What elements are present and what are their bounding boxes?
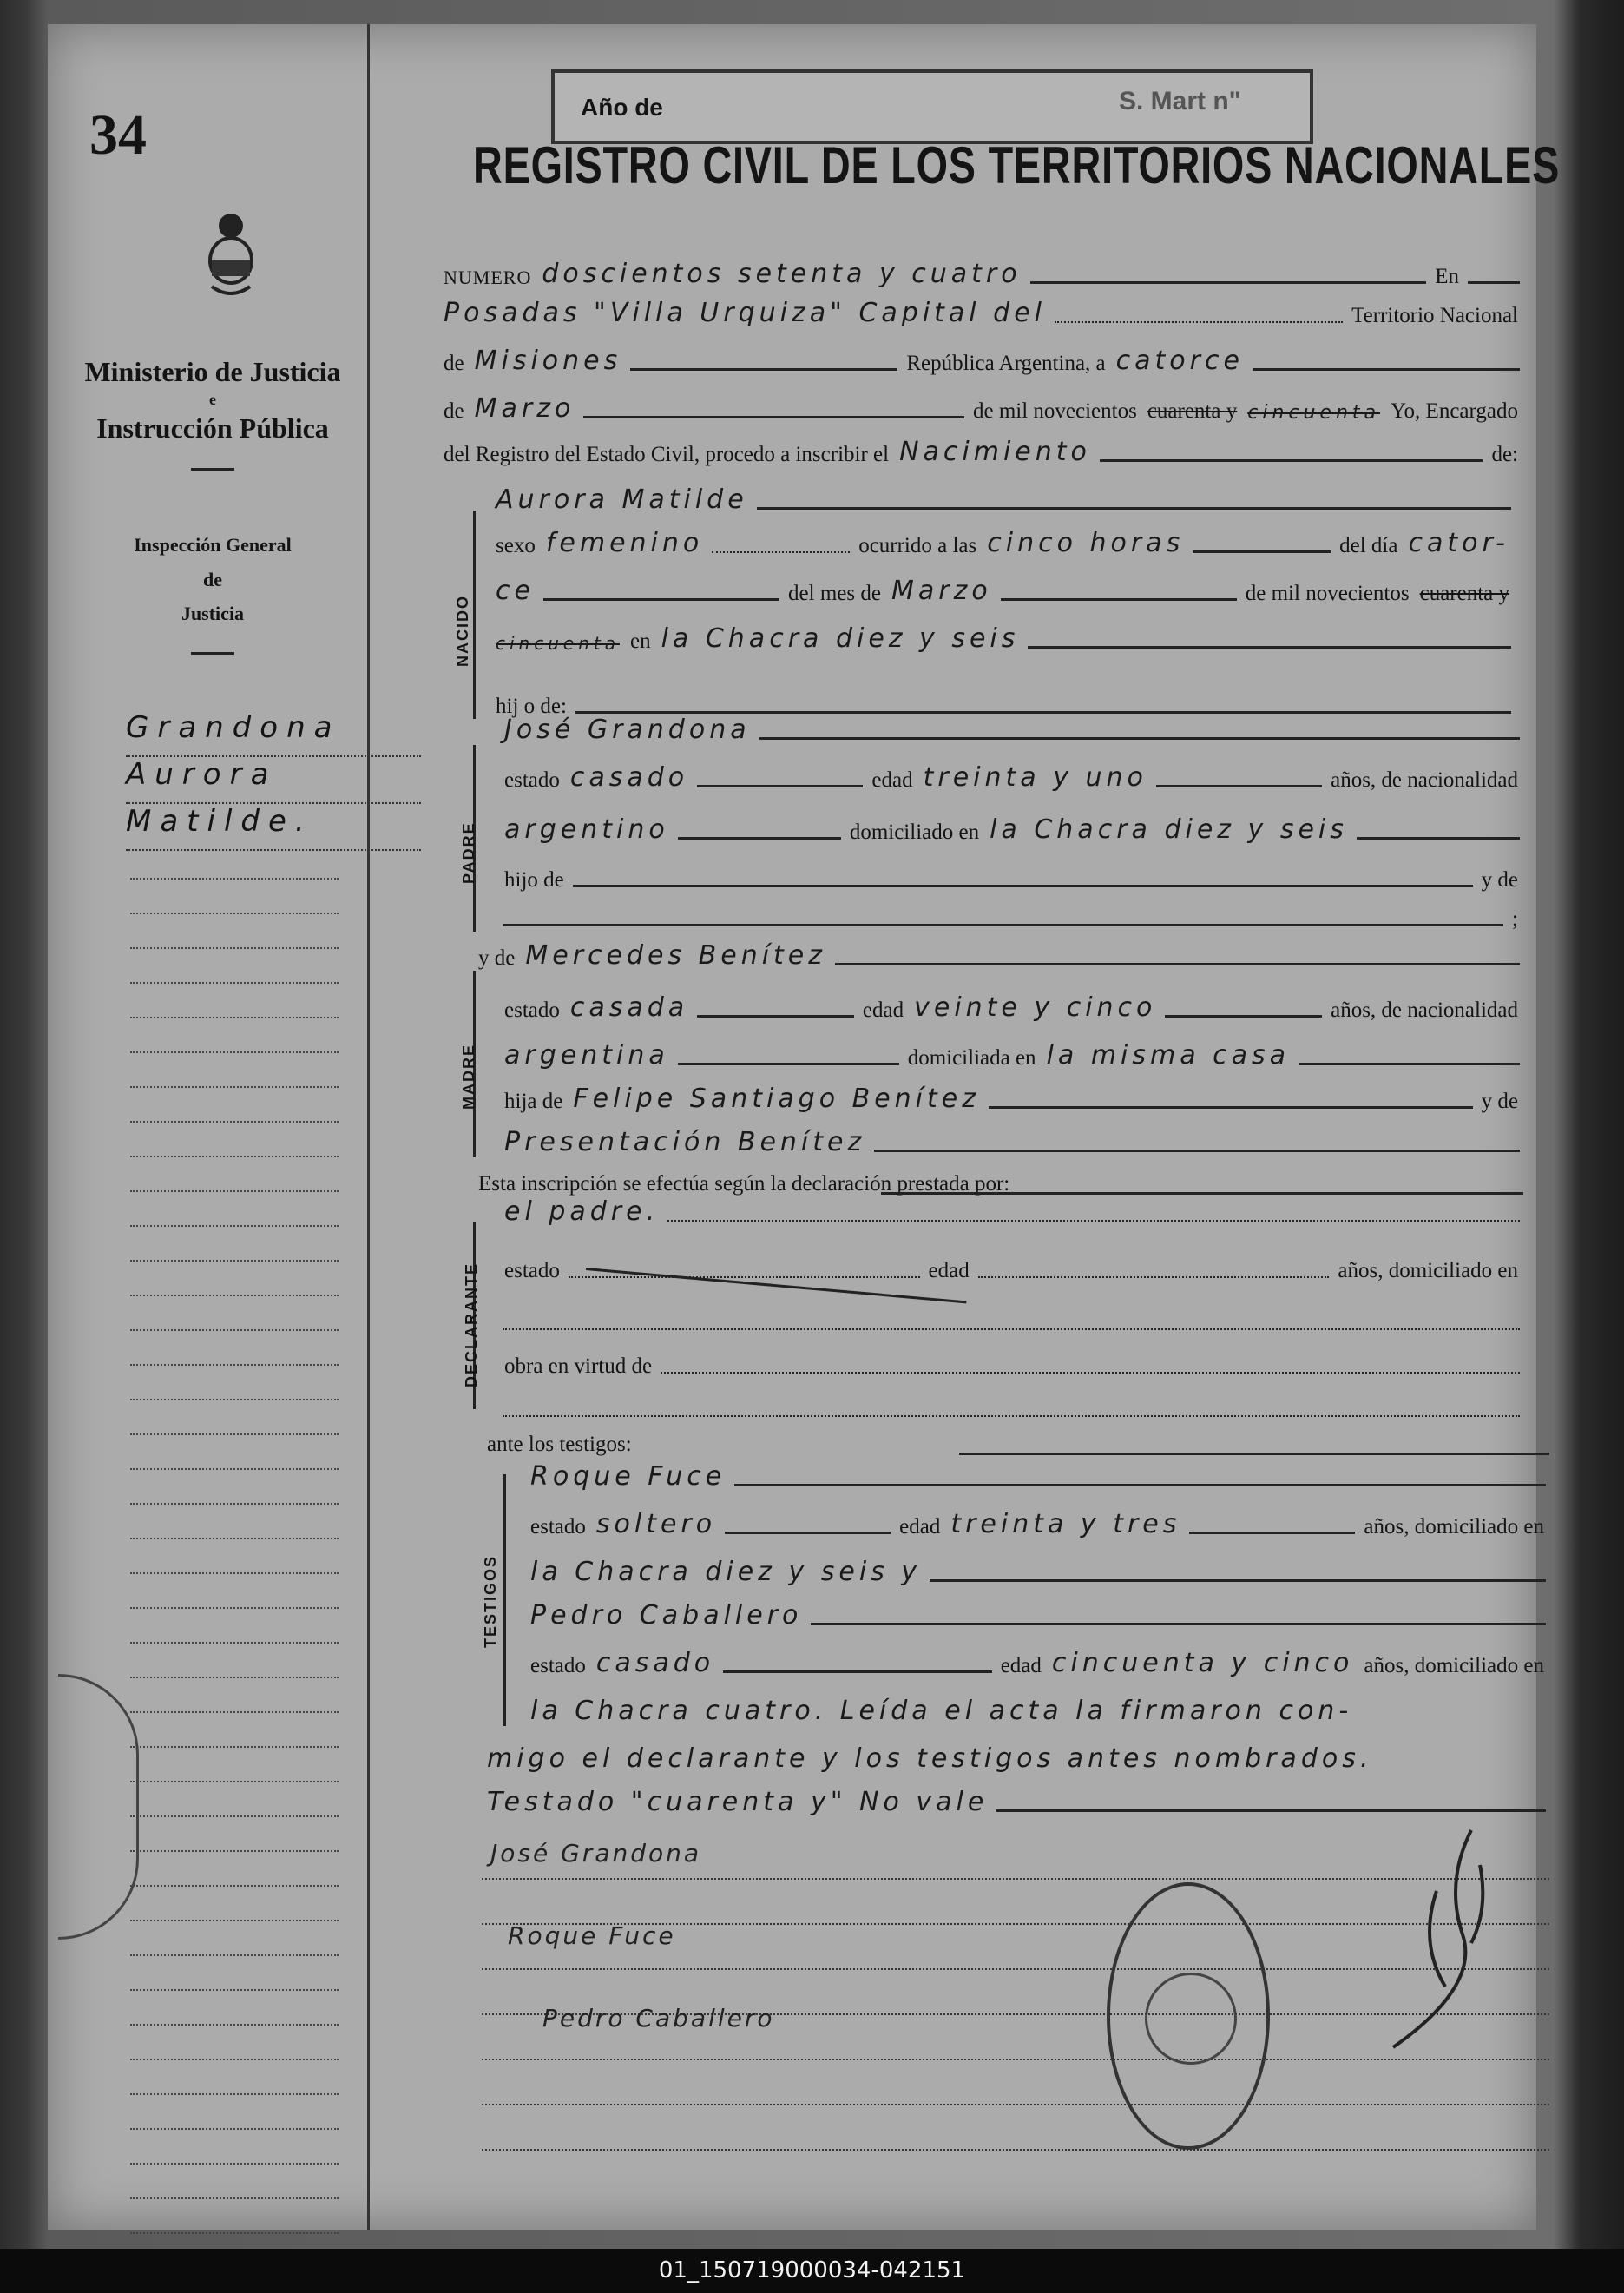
- testigos-section: [503, 1474, 506, 1726]
- mother-status-row: [499, 988, 1523, 1023]
- child-name: Aurora Matilde: [496, 484, 748, 515]
- margin-ruled-lines: [130, 845, 339, 2234]
- witness2-row: [525, 1596, 1549, 1631]
- sex-row: [490, 524, 1515, 558]
- witness1-edad: treinta y tres: [950, 1509, 1181, 1539]
- father-edad-label: edad: [871, 768, 913, 792]
- republica-label: República Argentina, a: [906, 352, 1106, 375]
- witness1-anos-label: años, domiciliado en: [1364, 1515, 1544, 1539]
- mes-label: del mes de: [788, 582, 881, 605]
- birth-month-row: [490, 571, 1515, 606]
- mother-mother-row: [499, 1123, 1523, 1157]
- signature-witness2: Pedro Caballero: [542, 2004, 775, 2033]
- registro-label: del Registro del Estado Civil, procedo a inscribir el: [444, 443, 890, 466]
- mother-name-row: [473, 936, 1523, 971]
- witness1-row: [525, 1457, 1549, 1492]
- numero-label: NUMERO: [444, 267, 532, 288]
- closing-text-1: migo el declarante y los testigos antes nombrados.: [487, 1743, 1373, 1774]
- ministry-line-3: Instrucción Pública: [96, 412, 329, 444]
- margin-first-name: Aurora: [126, 757, 421, 804]
- left-margin-column: [48, 24, 370, 2230]
- witness2-status-row: [525, 1644, 1549, 1678]
- corner-stamp-icon: [58, 1674, 139, 1940]
- witness2-address-row: [525, 1691, 1549, 1726]
- witness1-estado-label: estado: [530, 1515, 586, 1539]
- father-address-row: [499, 810, 1523, 845]
- nacido-section: [473, 511, 476, 719]
- witness2-edad: cincuenta y cinco: [1051, 1648, 1354, 1678]
- margin-surname: Grandona: [126, 710, 421, 757]
- birth-place-row: [490, 619, 1515, 654]
- ocurrido-label: ocurrido a las: [858, 534, 977, 557]
- child-name-row: [490, 480, 1515, 515]
- mother-mother-name: Presentación Benítez: [504, 1127, 866, 1157]
- ministry-line-2: e: [209, 390, 216, 408]
- mother-anos-label: años, de nacionalidad: [1331, 998, 1519, 1022]
- witness2-address-closing: la Chacra cuatro. Leída el acta la firmaron con-: [530, 1696, 1353, 1726]
- register-page: [48, 24, 1561, 2230]
- signature-witness1: Roque Fuce: [508, 1921, 676, 1950]
- testigos-section-label: TESTIGOS: [482, 1554, 499, 1648]
- mother-y-de-label-2: y de: [1481, 1090, 1518, 1113]
- signature-father: José Grandona: [490, 1839, 702, 1868]
- image-code-footer: 01_150719000034-042151: [658, 2257, 966, 2283]
- declaracion-row: [473, 1162, 1523, 1196]
- ministry-heading: [74, 353, 352, 491]
- entry-day: catorce: [1115, 346, 1244, 376]
- declarante-status-row: [499, 1249, 1523, 1283]
- obra-label: obra en virtud de: [504, 1354, 653, 1378]
- page-title: REGISTRO CIVIL DE LOS TERRITORIOS NACIONALES: [473, 136, 1561, 194]
- declarante-section-label: DECLARANTE: [463, 1262, 480, 1387]
- mother-father-name: Felipe Santiago Benítez: [573, 1084, 980, 1114]
- father-status-row: [499, 758, 1523, 793]
- testigos-top-rule: [959, 1453, 1549, 1455]
- closing-row-1: [482, 1739, 1549, 1774]
- entry-number: doscientos setenta y cuatro: [542, 259, 1022, 289]
- declarante-edad-label: edad: [928, 1259, 970, 1282]
- declarante-who-row: [499, 1192, 1523, 1227]
- civil-register-form: [369, 24, 1584, 2230]
- witness2-estado: casado: [595, 1648, 715, 1678]
- birth-day: cator-: [1408, 528, 1509, 558]
- declarante-blank-row: [499, 1387, 1523, 1422]
- mother-edad: veinte y cinco: [914, 992, 1157, 1023]
- witness1-status-row: [525, 1505, 1549, 1539]
- birth-place-en-label: en: [629, 629, 651, 653]
- mother-y-de-label: y de: [478, 946, 516, 970]
- inspection-line-3: Justicia: [181, 603, 245, 625]
- year-stamp-text: S. Mart n": [1119, 87, 1241, 115]
- father-y-de-label: y de: [1481, 868, 1518, 892]
- witness1-name: Roque Fuce: [530, 1461, 727, 1492]
- father-estado-label: estado: [504, 768, 560, 792]
- mother-address-row: [499, 1036, 1523, 1071]
- month-de-label: de: [444, 399, 464, 423]
- act-type: Nacimiento: [899, 437, 1091, 467]
- father-estado: casado: [569, 762, 689, 793]
- testigos-label: ante los testigos:: [487, 1433, 632, 1456]
- birth-place: la Chacra diez y seis: [661, 623, 1020, 654]
- dia-label: del día: [1339, 534, 1398, 557]
- registry-seal-icon: [1107, 1882, 1270, 2150]
- birth-day-continuation: ce: [496, 576, 535, 606]
- father-domiciliado-label: domiciliado en: [849, 820, 980, 844]
- entry-year-hand: cincuenta: [1247, 402, 1380, 424]
- child-sex: femenino: [545, 528, 704, 558]
- declarante-who: el padre.: [504, 1196, 660, 1227]
- witness1-address-row: [525, 1552, 1549, 1587]
- padre-section-label: PADRE: [460, 821, 477, 884]
- de-colon-label: de:: [1491, 443, 1518, 466]
- mother-address: la misma casa: [1046, 1040, 1291, 1071]
- witness2-anos-label: años, domiciliado en: [1364, 1654, 1544, 1677]
- officer-signature-icon: [1341, 1813, 1497, 2056]
- father-parents-row-2: ;: [499, 897, 1523, 932]
- inspection-heading: [100, 528, 325, 675]
- witness1-address: la Chacra diez y seis y: [530, 1557, 922, 1587]
- witness2-name: Pedro Caballero: [530, 1600, 803, 1631]
- entry-territory: Misiones: [474, 346, 622, 376]
- witness2-estado-label: estado: [530, 1654, 586, 1677]
- father-anos-label: años, de nacionalidad: [1331, 768, 1519, 792]
- father-name: José Grandona: [504, 715, 751, 745]
- declaracion-label: Esta inscripción se efectúa según la declaración prestada por:: [478, 1172, 1010, 1196]
- father-parents-row: [499, 858, 1523, 893]
- mother-name: Mercedes Benítez: [525, 940, 827, 971]
- declarante-estado-label: estado: [504, 1259, 560, 1282]
- mother-parents-row: [499, 1079, 1523, 1114]
- birth-year-struck: cuarenta y: [1419, 582, 1510, 605]
- father-nationality: argentino: [504, 814, 669, 845]
- ministry-divider: [191, 468, 234, 471]
- yo-encargado-label: Yo, Encargado: [1391, 399, 1518, 423]
- father-name-row: [499, 710, 1523, 745]
- mil-novecientos-label: de mil novecientos: [972, 399, 1137, 423]
- sexo-label: sexo: [496, 534, 536, 557]
- mother-nationality: argentina: [504, 1040, 669, 1071]
- margin-second-name: Matilde.: [126, 804, 421, 851]
- witness1-estado: soltero: [595, 1509, 717, 1539]
- mother-estado-label: estado: [504, 998, 560, 1022]
- inspection-line-2: de: [203, 568, 222, 590]
- hijo-de-label: hij o de:: [496, 695, 567, 718]
- birth-year-hand-struck: cincuenta: [496, 633, 620, 654]
- national-crest-icon: [207, 207, 255, 302]
- entry-month: Marzo: [474, 393, 575, 424]
- year-label: Año de: [581, 94, 663, 121]
- ministry-line-1: Ministerio de Justicia: [84, 356, 341, 387]
- testigos-label-row: [482, 1422, 1523, 1457]
- declarante-anos-label: años, domiciliado en: [1338, 1259, 1519, 1282]
- mother-estado: casada: [569, 992, 689, 1023]
- declarante-obra-row: [499, 1344, 1523, 1379]
- declarante-address-row: [499, 1301, 1523, 1335]
- numero-row: [438, 254, 1523, 289]
- closing-text-2: Testado "cuarenta y" No vale: [487, 1787, 989, 1817]
- madre-section-label: MADRE: [460, 1044, 477, 1110]
- act-type-row: [438, 432, 1523, 467]
- birth-month: Marzo: [891, 576, 992, 606]
- struck-year-text: cuarenta y: [1147, 399, 1238, 423]
- birth-year-label: de mil novecientos: [1245, 582, 1410, 605]
- month-row: [438, 389, 1523, 424]
- mother-edad-label: edad: [862, 998, 904, 1022]
- father-address: la Chacra diez y seis: [990, 814, 1348, 845]
- closing-row-2: [482, 1782, 1549, 1817]
- father-hijo-de-label: hijo de: [504, 868, 564, 892]
- inspection-divider: [191, 652, 234, 655]
- territory-de-label: de: [444, 352, 464, 375]
- birth-hour: cinco horas: [987, 528, 1185, 558]
- inspection-line-1: Inspección General: [134, 534, 292, 556]
- witness1-edad-label: edad: [899, 1515, 941, 1539]
- place-row: [438, 293, 1523, 328]
- witness2-edad-label: edad: [1000, 1654, 1042, 1677]
- entry-place: Posadas "Villa Urquiza" Capital del: [444, 298, 1047, 328]
- year-box: [551, 69, 1313, 144]
- en-label: En: [1435, 265, 1459, 288]
- father-edad: treinta y uno: [923, 762, 1147, 793]
- territory-row: [438, 341, 1523, 376]
- nacido-section-label: NACIDO: [454, 595, 471, 667]
- territorio-label: Territorio Nacional: [1351, 304, 1518, 327]
- mother-domiciliada-label: domiciliada en: [907, 1046, 1036, 1070]
- folio-number: 34: [89, 103, 147, 167]
- mother-hija-de-label: hija de: [504, 1090, 563, 1113]
